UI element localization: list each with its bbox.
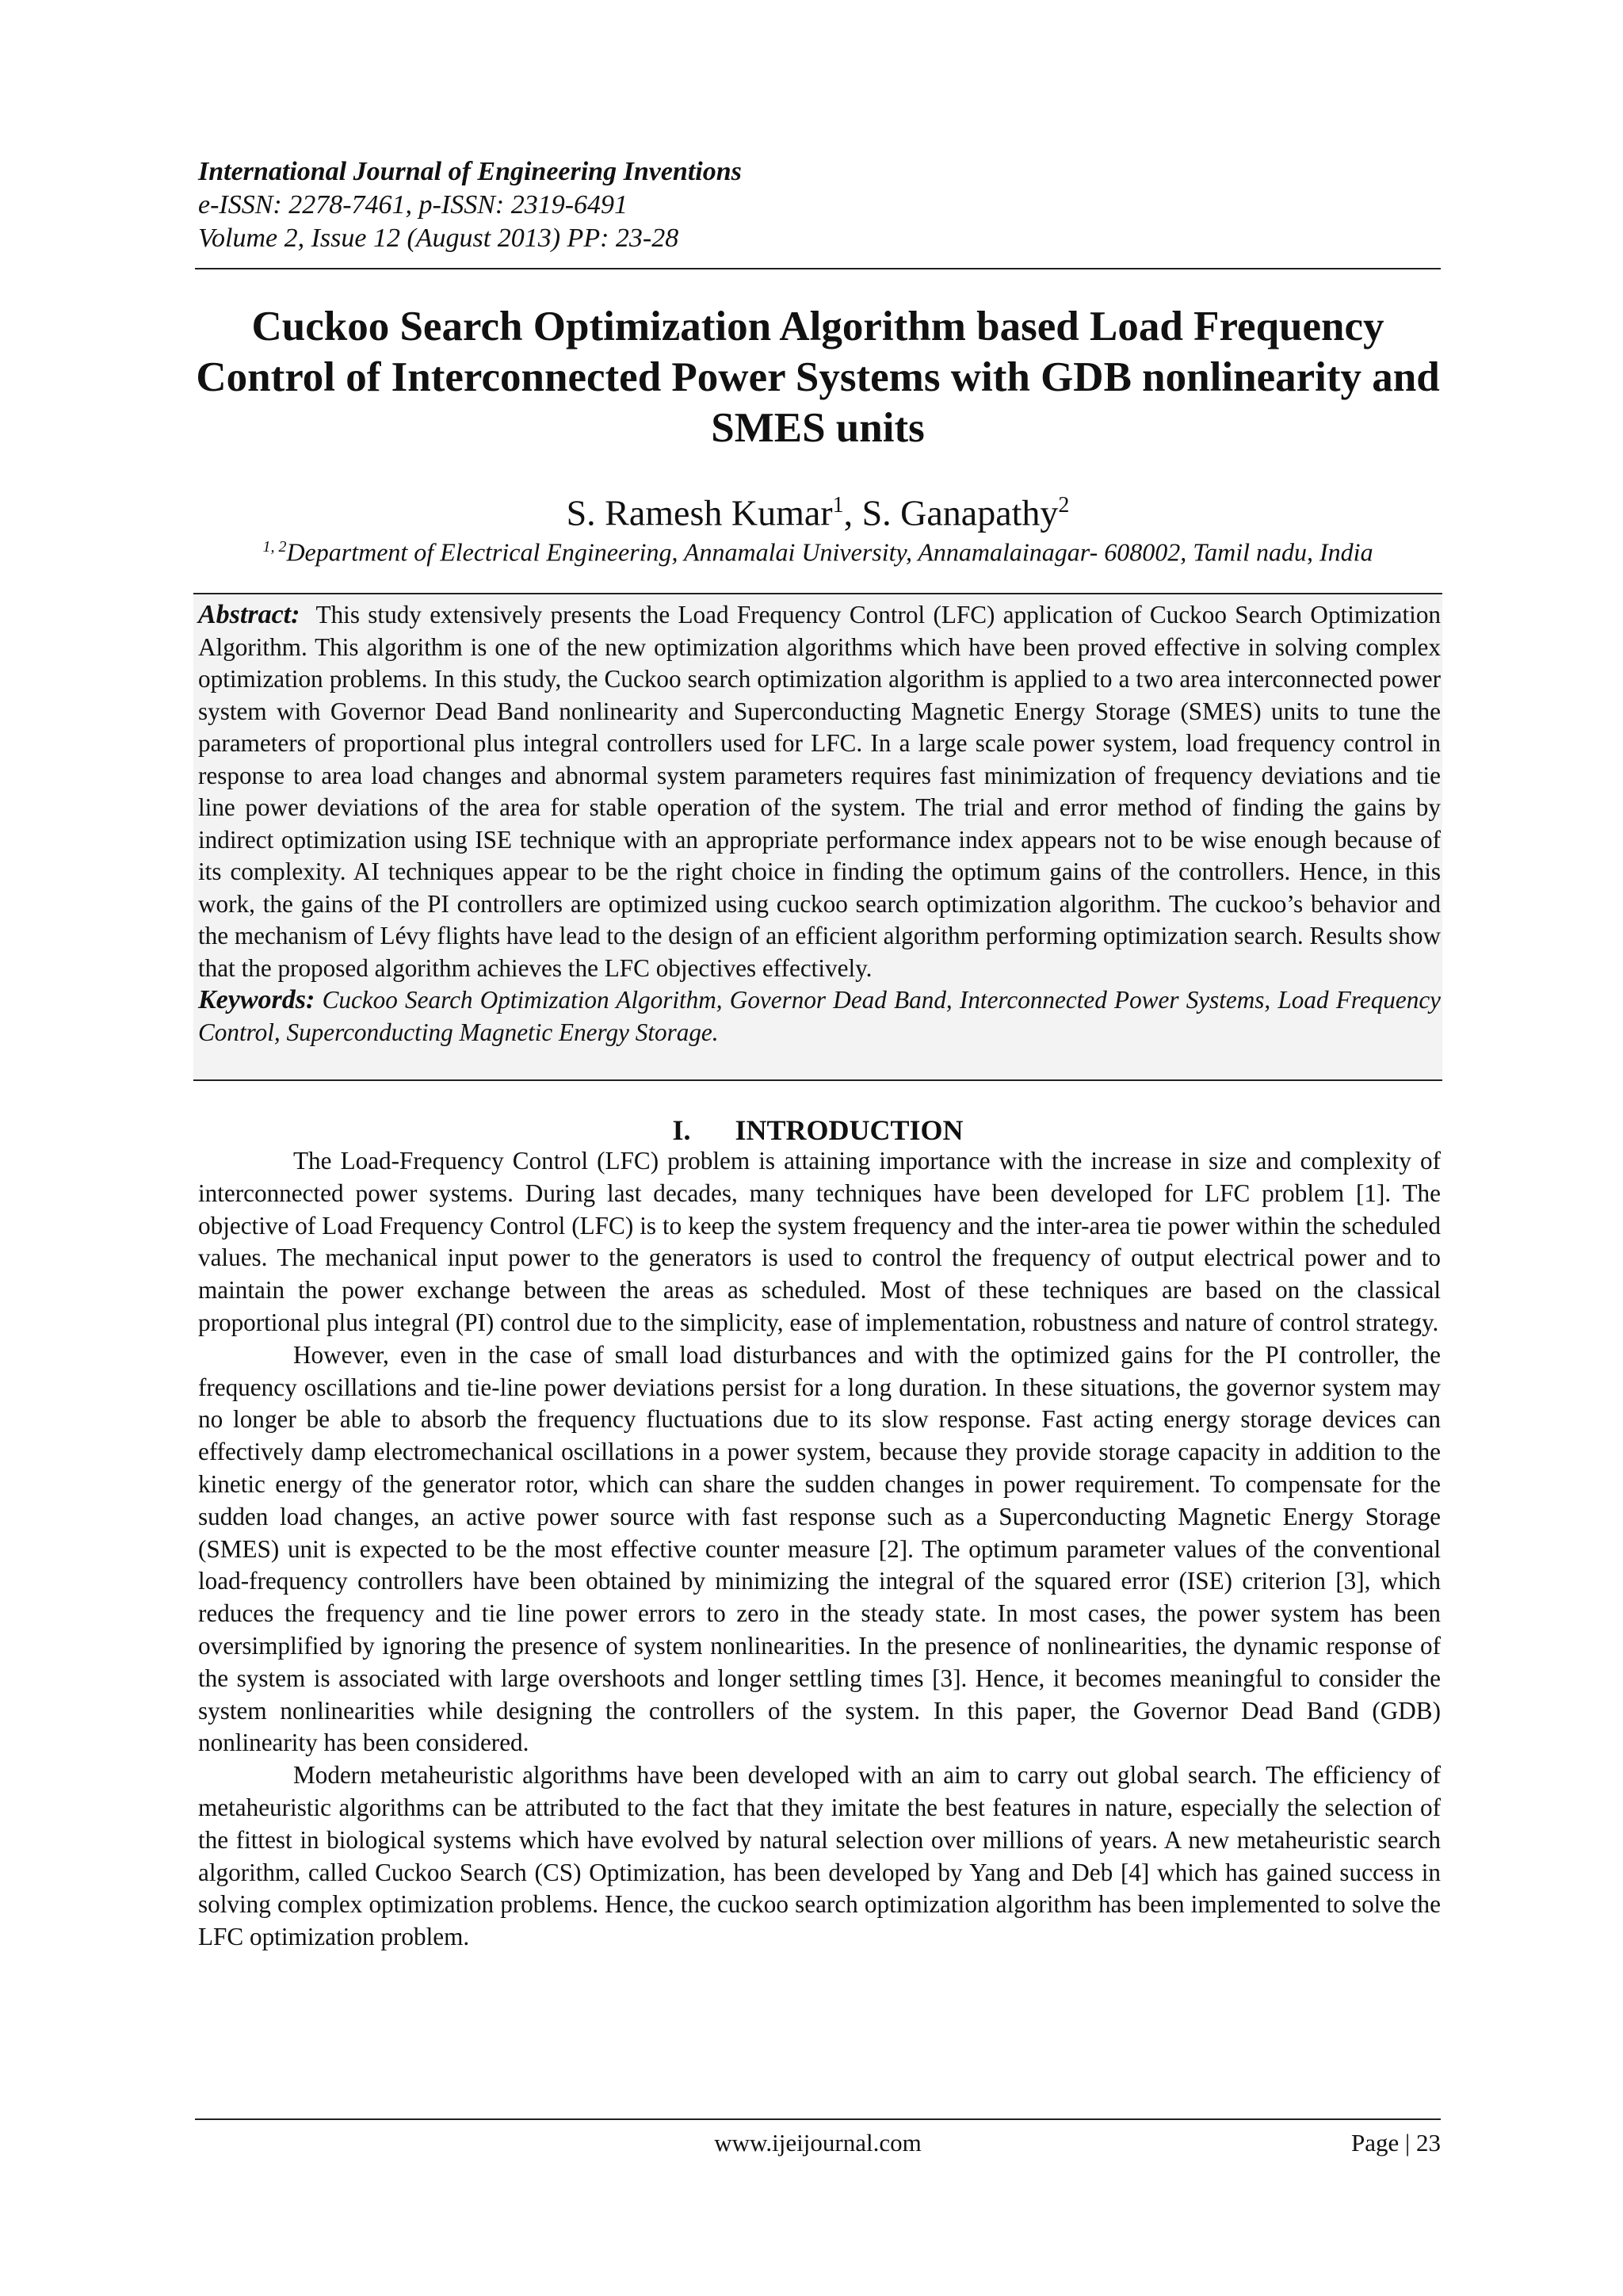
abstract-label: Abstract:: [198, 600, 300, 629]
footer-url: www.ijeijournal.com: [714, 2129, 922, 2157]
author-affil-marker: 2: [1058, 493, 1070, 518]
affiliation-text: Department of Electrical Engineering, Annamalai University, Annamalainagar- 608002, Tamil nadu, India: [286, 537, 1373, 567]
section-number: I.: [672, 1114, 691, 1146]
affiliation-marker: 1, 2: [262, 538, 287, 556]
paper-title: Cuckoo Search Optimization Algorithm based Load Frequency Control of Interconnected Power Systems with GDB nonlinearity and SMES units: [196, 304, 1440, 451]
journal-header: [198, 155, 1441, 255]
abstract: [198, 599, 1441, 1049]
author-affil-marker: 1: [832, 493, 844, 518]
keywords-text: Cuckoo Search Optimization Algorithm, Governor Dead Band, Interconnected Power Systems, Load Frequency Control, Superconducting Magnetic Energy Storage.: [198, 986, 1442, 1046]
journal-issn: e-ISSN: 2278-7461, p-ISSN: 2319-6491: [198, 190, 628, 220]
author-name: S. Ramesh Kumar: [566, 492, 833, 533]
keywords-label: Keywords:: [198, 985, 315, 1014]
author-separator: ,: [843, 492, 862, 533]
author-name: S. Ganapathy: [861, 492, 1059, 533]
introduction-body: [198, 1145, 1441, 1954]
abstract-text: This study extensively presents the Load Frequency Control (LFC) application of Cuckoo Search Optimization Algorithm. This algorithm is one of the new optimization algorithms which have been proved effective in solving complex optimization problems. In this study, the Cuckoo search optimization algorithm is applied to a two area interconnected power system with Governor Dead Band nonlinearity and Superconducting Magnetic Energy Storage (SMES) units to tune the parameters of proportional plus integral controllers used for LFC. In a large scale power system, load frequency control in response to area load changes and abnormal system parameters requires fast minimization of frequency deviations and tie line power deviations of the area for stable operation of the system. The trial and error method of finding the gains by indirect optimization using ISE technique with an appropriate performance index appears not to be wise enough because of its complexity. AI techniques appear to be the right choice in finding the optimum gains of the controllers. Hence, in this work, the gains of the PI controllers are optimized using cuckoo search optimization algorithm. The cuckoo’s behavior and the mechanism of Lévy flights have lead to the design of an efficient algorithm performing optimization search. Results show that the proposed algorithm achieves the LFC objectives effectively.: [198, 601, 1442, 982]
section-title: INTRODUCTION: [735, 1114, 964, 1146]
paragraph: Modern metaheuristic algorithms have been developed with an aim to carry out global search. The efficiency of metaheuristic algorithms can be attributed to the fact that they imitate the best features in nature, especially the selection of the fittest in biological systems which have evolved by natural selection over millions of years. A new metaheuristic search algorithm, called Cuckoo Search (CS) Optimization, has been developed by Yang and Deb [4] which has gained success in solving complex optimization problems. Hence, the cuckoo search optimization algorithm has been implemented to solve the LFC optimization problem.: [198, 1761, 1441, 1951]
paragraph: The Load-Frequency Control (LFC) problem is attaining importance with the increase in size and complexity of interconnected power systems. During last decades, many techniques have been developed for LFC problem [1]. The objective of Load Frequency Control (LFC) is to keep the system frequency and the inter-area tie power within the scheduled values. The mechanical input power to the generators is used to control the frequency of output electrical power and to maintain the power exchange between the areas as scheduled. Most of these techniques are based on the classical proportional plus integral (PI) control due to the simplicity, ease of implementation, robustness and nature of control strategy.: [198, 1147, 1441, 1336]
page-number: Page | 23: [1351, 2129, 1441, 2157]
journal-volume: Volume 2, Issue 12 (August 2013) PP: 23-28: [198, 223, 679, 253]
affiliation: [195, 531, 1441, 568]
footer-rule: [195, 2118, 1441, 2120]
author-line: [195, 483, 1441, 535]
journal-name: International Journal of Engineering Inventions: [198, 157, 742, 186]
section-heading: [195, 1113, 1441, 1148]
paragraph: However, even in the case of small load disturbances and with the optimized gains for the PI controller, the frequency oscillations and tie-line power deviations persist for a long duration. In these situations, the governor system may no longer be able to absorb the frequency fluctuations due to its slow response. Fast acting energy storage devices can effectively damp electromechanical oscillations in a power system, because they provide storage capacity in addition to the kinetic energy of the generator rotor, which can share the sudden changes in power requirement. To compensate for the sudden load changes, an active power source with fast response such as a Superconducting Magnetic Energy Storage (SMES) unit is expected to be the most effective counter measure [2]. The optimum parameter values of the conventional load-frequency controllers have been obtained by minimizing the integral of the squared error (ISE) criterion [3], which reduces the frequency and tie line power errors to zero in the steady state. In most cases, the power system has been oversimplified by ignoring the presence of system nonlinearities. In the presence of nonlinearities, the dynamic response of the system is associated with large overshoots and longer settling times [3]. Hence, it becomes meaningful to consider the system nonlinearities while designing the controllers of the system. In this paper, the Governor Dead Band (GDB) nonlinearity has been considered.: [198, 1340, 1441, 1757]
header-rule: [195, 268, 1441, 269]
